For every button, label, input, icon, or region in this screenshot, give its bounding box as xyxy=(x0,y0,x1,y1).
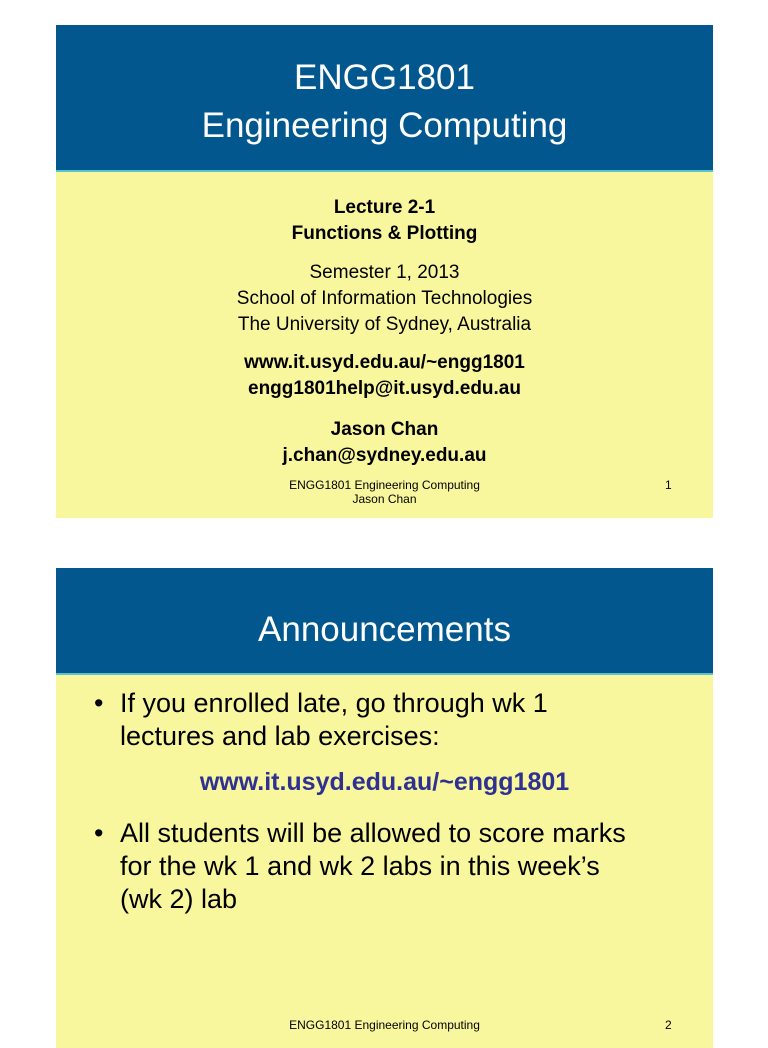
bullet-marker: • xyxy=(94,688,104,718)
page-number: 1 xyxy=(665,478,672,492)
slide-footer xyxy=(56,478,713,506)
footer-author: Jason Chan xyxy=(352,492,417,506)
bullet-marker: • xyxy=(94,818,104,848)
bullet-item xyxy=(94,817,693,916)
author-name: Jason Chan xyxy=(330,419,439,440)
author-email[interactable]: j.chan@sydney.edu.au xyxy=(282,445,487,466)
footer-course: ENGG1801 Engineering Computing xyxy=(289,1018,480,1032)
page-number: 2 xyxy=(665,1018,672,1032)
course-title: Engineering Computing xyxy=(201,106,568,145)
slide-1 xyxy=(56,25,713,518)
bullet-list xyxy=(94,817,693,916)
website-link[interactable]: www.it.usyd.edu.au/~engg1801 xyxy=(244,352,525,373)
course-website-link[interactable]: www.it.usyd.edu.au/~engg1801 xyxy=(199,768,570,796)
institution-block xyxy=(56,260,713,338)
help-email[interactable]: engg1801help@it.usyd.edu.au xyxy=(248,378,521,399)
bullet-text: (wk 2) lab xyxy=(120,884,238,914)
bullet-list xyxy=(94,687,693,753)
university-text: The University of Sydney, Australia xyxy=(237,314,532,335)
author-block xyxy=(56,417,713,469)
title-banner xyxy=(56,568,713,675)
school-text: School of Information Technologies xyxy=(236,288,533,309)
semester-text: Semester 1, 2013 xyxy=(309,262,460,283)
course-code: ENGG1801 xyxy=(294,58,475,97)
slide-title: Announcements xyxy=(258,610,511,649)
lecture-number: Lecture 2-1 xyxy=(333,197,436,218)
slide-footer xyxy=(56,1018,713,1032)
lecture-topic: Functions & Plotting xyxy=(291,223,478,244)
contact-block xyxy=(56,350,713,402)
slide-2 xyxy=(56,568,713,1048)
title-banner xyxy=(56,25,713,172)
lecture-heading xyxy=(56,195,713,247)
bullet-text: If you enrolled late, go through wk 1 xyxy=(120,688,548,718)
bullet-text: lectures and lab exercises: xyxy=(120,721,440,751)
footer-course: ENGG1801 Engineering Computing xyxy=(289,478,480,492)
bullet-text: All students will be allowed to score marks xyxy=(120,818,626,848)
bullet-text: for the wk 1 and wk 2 labs in this week’s xyxy=(120,851,600,881)
bullet-item xyxy=(94,687,693,753)
